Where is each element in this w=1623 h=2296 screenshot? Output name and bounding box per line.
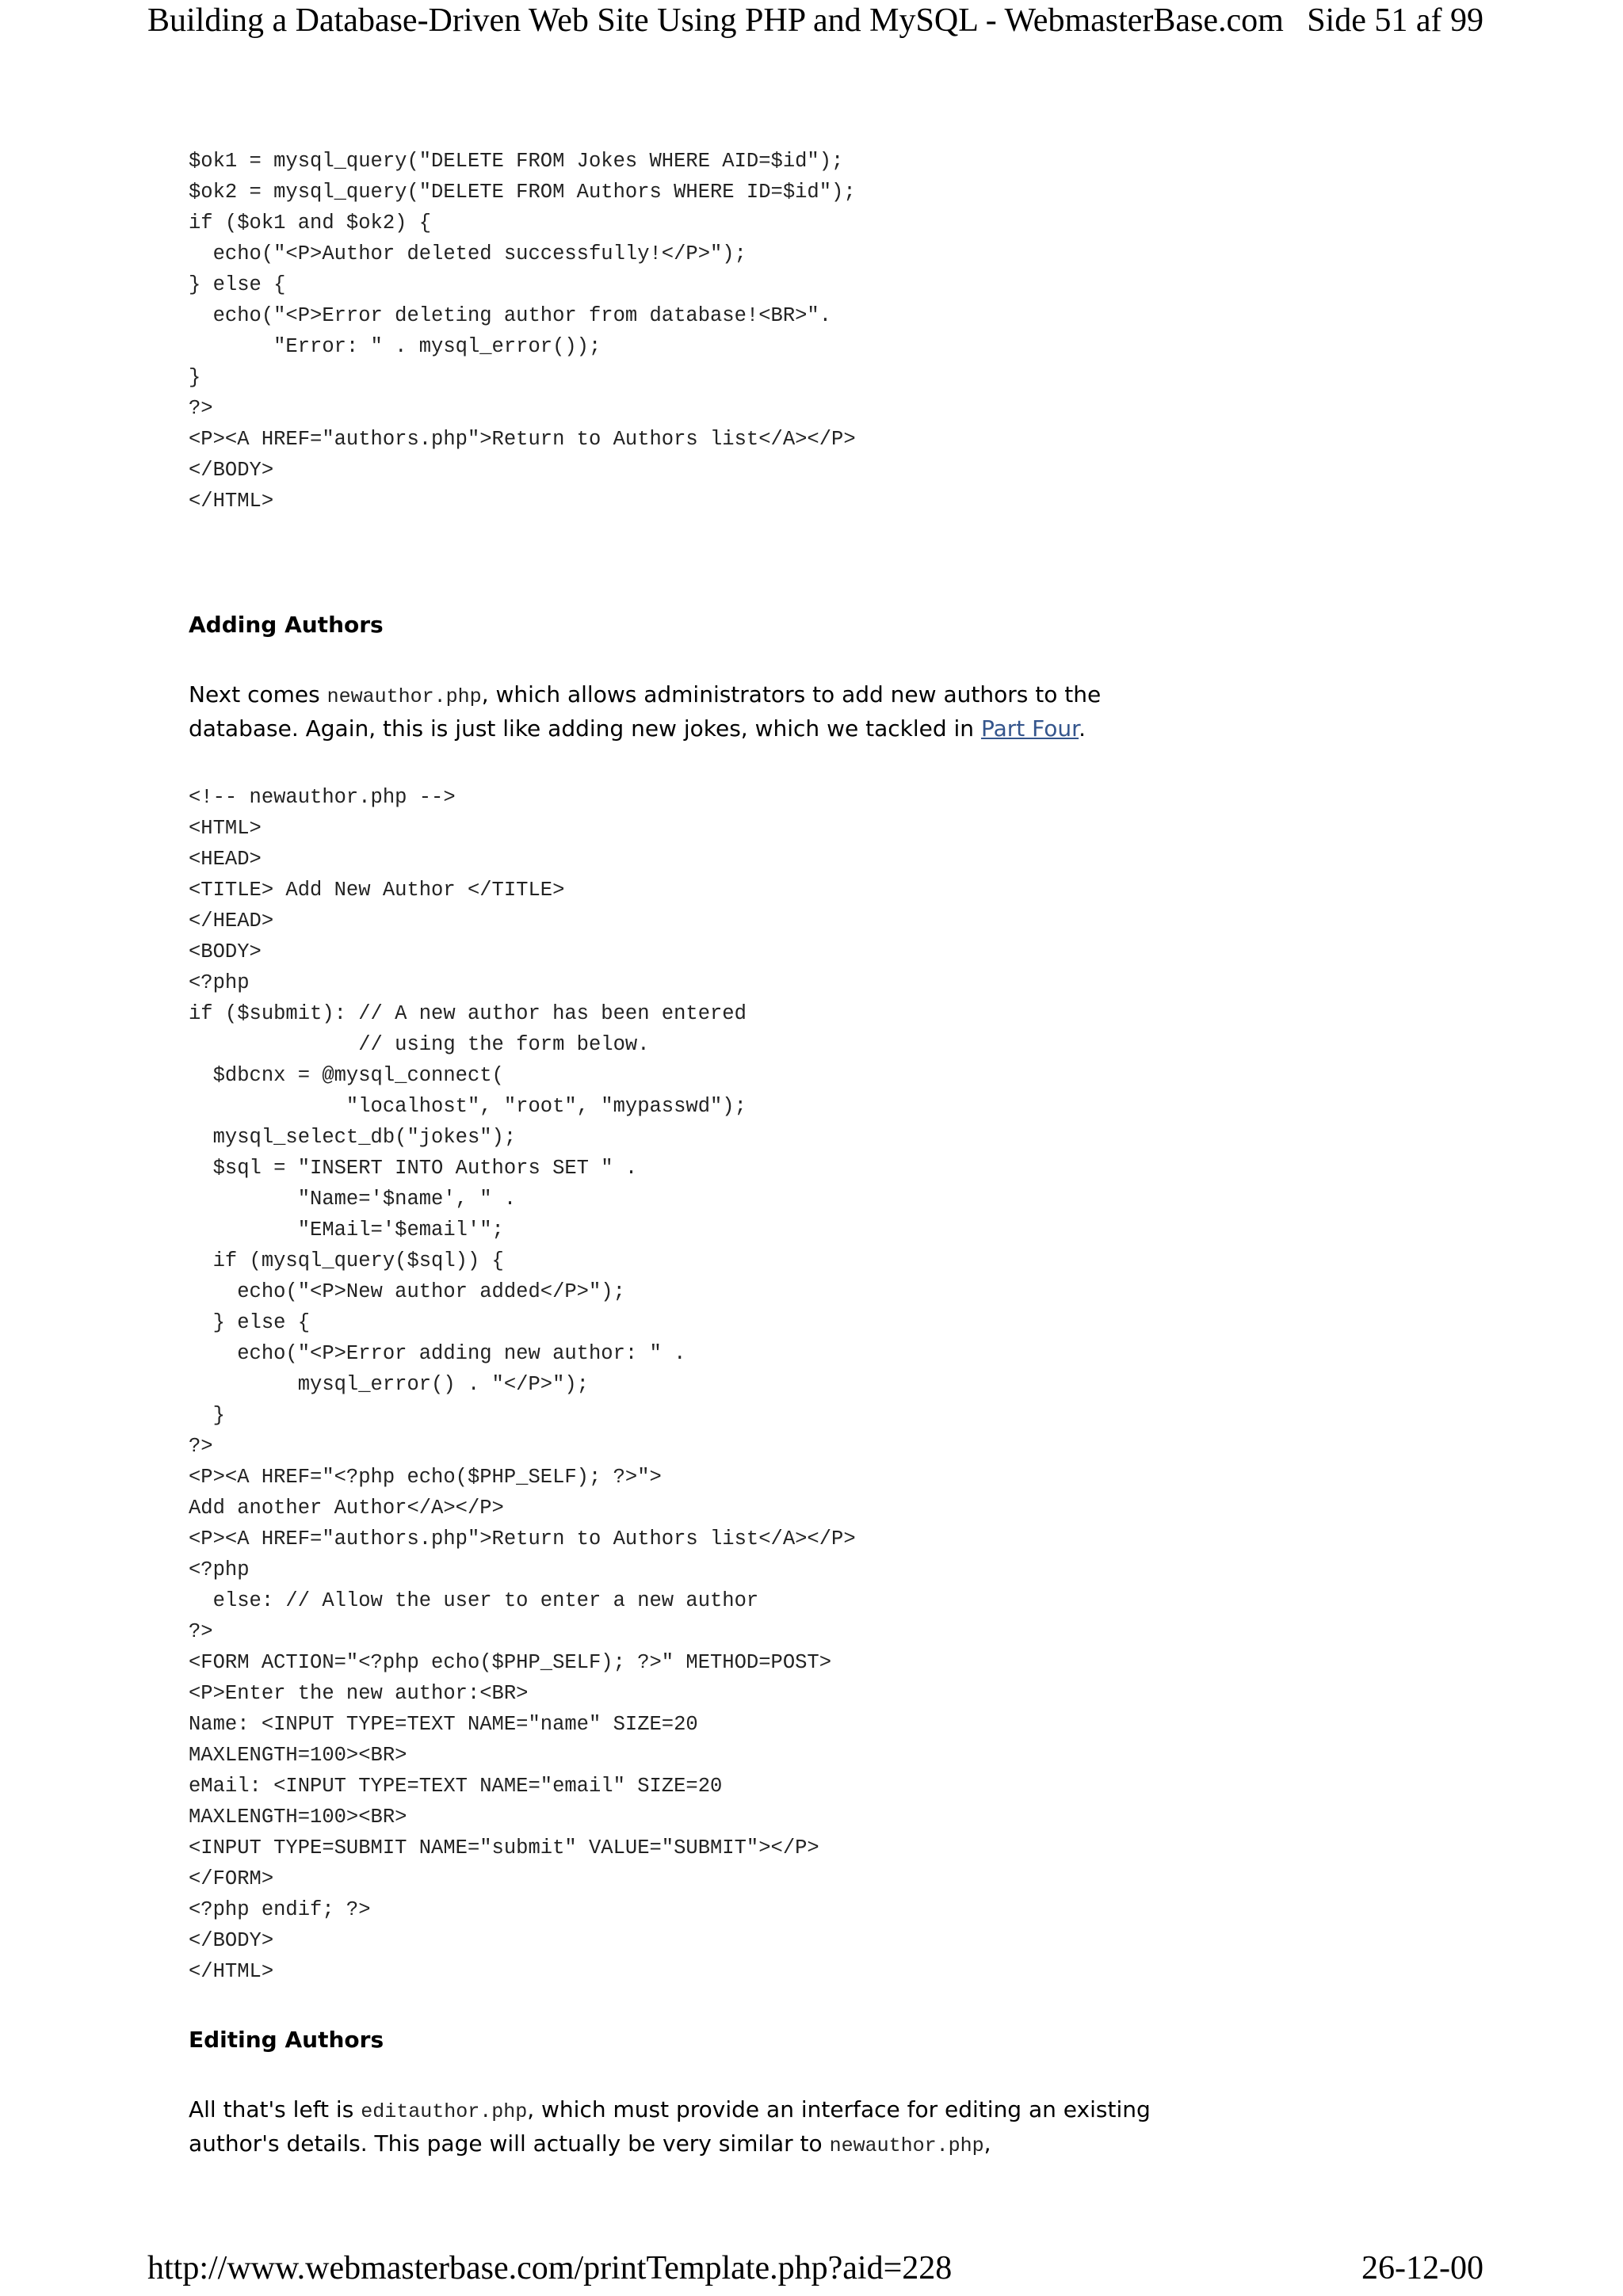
paragraph-editing-authors (189, 2094, 1171, 2162)
paragraph-text: . (1079, 715, 1086, 742)
page-footer (0, 2248, 1623, 2296)
page-header (0, 0, 1623, 48)
paragraph-text: , which allows administrators to add new authors to the database. Again, this is just like adding new jokes, which we tackled in (189, 681, 1102, 742)
inline-code-newauthor-2: newauthor.php (829, 2134, 984, 2157)
inline-code-editauthor: editauthor.php (361, 2100, 528, 2123)
paragraph-text: Next comes (189, 681, 327, 707)
paragraph-text: , (983, 2130, 991, 2157)
document-title: Building a Database-Driven Web Site Using PHP and MySQL - WebmasterBase.com (147, 2, 1284, 39)
code-block-delete-author: $ok1 = mysql_query("DELETE FROM Jokes WHERE AID=$id"); $ok2 = mysql_query("DELETE FROM Authors WHERE ID=$id"); if ($ok1 and $ok2) { echo("<P>Author deleted successfully!</P>"); } else { echo("<P>Error deleting author from database!<BR>". "Error: " . mysql_error()); } ?> <P><A HREF="authors.php">Return to Authors list</A></P> </BODY> </HTML> (189, 150, 856, 513)
footer-url: http://www.webmasterbase.com/printTemplate.php?aid=228 (147, 2250, 953, 2286)
paragraph-text: All that's left is (189, 2096, 361, 2122)
heading-adding-authors: Adding Authors (189, 612, 384, 638)
heading-editing-authors: Editing Authors (189, 2027, 384, 2053)
inline-code-newauthor: newauthor.php (327, 685, 482, 708)
paragraph-text: , which must provide an interface for editing an existing author's details. This page will actually be very similar to (189, 2096, 1151, 2157)
paragraph-adding-authors (189, 679, 1171, 745)
footer-date: 26-12-00 (1361, 2250, 1484, 2286)
code-block-newauthor: <!-- newauthor.php --> <HTML> <HEAD> <TITLE> Add New Author </TITLE> </HEAD> <BODY> <?php if ($submit): // A new author has been entered // using the form below. $dbcnx = @mysql_connect( "localhost", "root", "mypasswd"); mysql_select_db("jokes"); $sql = "INSERT INTO Authors SET " . "Name='$name', " . "EMail='$email'"; if (mysql_query($sql)) { echo("<P>New author added</P>"); } else { echo("<P>Error adding new author: " . mysql_error() . "</P>"); } ?> <P><A HREF="<?php echo($PHP_SELF); ?>"> Add another Author</A></P> <P><A HREF="authors.php">Return to Authors list</A></P> <?php else: // Allow the user to enter a new author ?> <FORM ACTION="<?php echo($PHP_SELF); ?>" METHOD=POST> <P>Enter the new author:<BR> Name: <INPUT TYPE=TEXT NAME="name" SIZE=20 MAXLENGTH=100><BR> eMail: <INPUT TYPE=TEXT NAME="email" SIZE=20 MAXLENGTH=100><BR> <INPUT TYPE=SUBMIT NAME="submit" VALUE="SUBMIT"></P> </FORM> <?php endif; ?> </BODY> </HTML> (189, 786, 856, 1983)
page-number: Side 51 af 99 (1307, 2, 1484, 39)
article-content (189, 146, 1219, 2162)
part-four-link[interactable]: Part Four (980, 715, 1079, 742)
